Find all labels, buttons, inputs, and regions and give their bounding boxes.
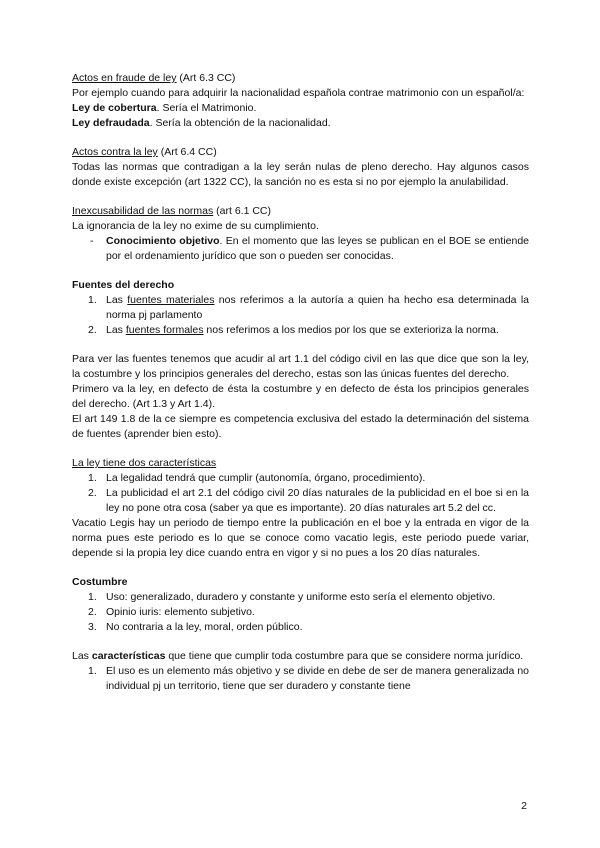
intro-text: que tiene que cumplir toda costumbre para que se considere norma jurídico. <box>165 650 524 662</box>
fraude-title: Actos en fraude de ley <box>72 72 177 84</box>
list-item <box>72 323 529 338</box>
inexcusabilidad-list <box>72 234 529 264</box>
list-number: 1. <box>88 665 97 677</box>
item-text: nos referimos a los medios por los que se exterioriza la norma. <box>203 324 499 336</box>
list-item <box>72 620 529 635</box>
list-number: 2. <box>88 324 97 336</box>
item-text: Las <box>106 294 128 306</box>
defraudada-label: Ley defraudada <box>72 117 150 129</box>
list-number: 1. <box>88 294 97 306</box>
item-text: Opinio iuris: elemento subjetivo. <box>106 606 255 618</box>
contra-heading <box>72 145 529 160</box>
list-number: 2. <box>88 487 97 499</box>
conocimiento-text: . En el momento que las leyes se publican en el BOE se entiende por el ordenamiento jurídico que son o pueden ser conocidas. <box>106 235 530 262</box>
term-materiales: fuentes materiales <box>127 294 215 306</box>
fuentes-list <box>72 293 529 338</box>
fuentes-heading: Fuentes del derecho <box>72 279 175 291</box>
conocimiento-label: Conocimiento objetivo <box>106 235 220 247</box>
item-text: Las <box>106 324 126 336</box>
list-item <box>72 293 529 323</box>
vacatio-paragraph: Vacatio Legis hay un periodo de tiempo entre la publicación en el boe y la entrada en vigor de la norma pues este periodo es lo que se conoce como vacatio legis, este periodo puede variar, depende si la propia ley dice cuando entra en vigor y si no pues a los 20 días naturales. <box>72 517 529 559</box>
caracteristicas-ley-list <box>72 471 529 516</box>
list-item <box>72 664 529 694</box>
costumbre-heading: Costumbre <box>72 576 128 588</box>
intro-text: Las <box>72 650 92 662</box>
item-text: La publicidad el art 2.1 del código civil 20 días naturales de la publicidad en el boe si en la ley no pone otra cosa (saber ya que es importante). 20 días naturales art 5.2 del cc. <box>106 487 529 514</box>
item-text: nos referimos a la autoría a quien ha hecho esa determinada la norma pj parlamento <box>106 294 530 321</box>
list-item <box>72 486 529 516</box>
fraude-cobertura <box>72 101 529 116</box>
caracteristicas-ley-title: La ley tiene dos características <box>72 457 217 469</box>
costumbre-intro <box>72 649 529 664</box>
defraudada-text: . Sería la obtención de la nacionalidad. <box>149 117 331 129</box>
cobertura-label: Ley de cobertura <box>72 102 157 114</box>
contra-text: Todas las normas que contradigan a la ley serán nulas de pleno derecho. Hay algunos casos donde existe excepción (art 1322 CC), la sanción no es esta si no por ejemplo la anulabilidad. <box>72 161 529 188</box>
inexcusabilidad-ref: (art 6.1 CC) <box>213 205 272 217</box>
fraude-text: Por ejemplo cuando para adquirir la nacionalidad española contrae matrimonio con un español/a: <box>72 87 525 99</box>
dash-marker: - <box>90 235 94 247</box>
list-item <box>72 234 529 264</box>
inexcusabilidad-text: La ignorancia de la ley no exime de su cumplimiento. <box>72 220 319 232</box>
inexcusabilidad-heading <box>72 204 529 219</box>
contra-ref: (Art 6.4 CC) <box>157 146 217 158</box>
item-text: Uso: generalizado, duradero y constante y uniforme esto sería el elemento objetivo. <box>106 591 496 603</box>
list-item <box>72 590 529 605</box>
term-formales: fuentes formales <box>125 324 204 336</box>
fraude-ref: (Art 6.3 CC) <box>176 72 236 84</box>
fuentes-para-2: Primero va la ley, en defecto de ésta la costumbre y en defecto de ésta los principios generales del derecho. (Art 1.3 y Art 1.4). <box>72 383 529 410</box>
fraude-heading <box>72 71 529 86</box>
list-number: 2. <box>88 606 97 618</box>
list-number: 3. <box>88 621 97 633</box>
fuentes-para-1: Para ver las fuentes tenemos que acudir al art 1.1 del código civil en las que dice que son la ley, la costumbre y los principios generales del derecho, estas son las únicas fuentes del derecho. <box>72 353 529 380</box>
costumbre-list <box>72 590 529 635</box>
list-number: 1. <box>88 591 97 603</box>
cobertura-text: . Sería el Matrimonio. <box>156 102 257 114</box>
caracteristicas-term: características <box>91 650 166 662</box>
page-number: 2 <box>521 800 527 812</box>
item-text: El uso es un elemento más objetivo y se divide en debe de ser de manera generalizada no individual pj un territorio, tiene que ser duradero y constante tiene <box>106 665 529 692</box>
list-item <box>72 605 529 620</box>
list-item <box>72 471 529 486</box>
inexcusabilidad-title: Inexcusabilidad de las normas <box>72 205 214 217</box>
fraude-defraudada <box>72 116 529 131</box>
document-body <box>72 71 529 694</box>
item-text: La legalidad tendrá que cumplir (autonomía, órgano, procedimiento). <box>106 472 426 484</box>
item-text: No contraria a la ley, moral, orden público. <box>106 621 303 633</box>
fuentes-para-3: El art 149 1.8 de la ce siempre es competencia exclusiva del estado la determinación del sistema de fuentes (aprender bien esto). <box>72 413 529 440</box>
contra-title: Actos contra la ley <box>72 146 158 158</box>
costumbre-caracteristicas-list <box>72 664 529 694</box>
list-number: 1. <box>88 472 97 484</box>
